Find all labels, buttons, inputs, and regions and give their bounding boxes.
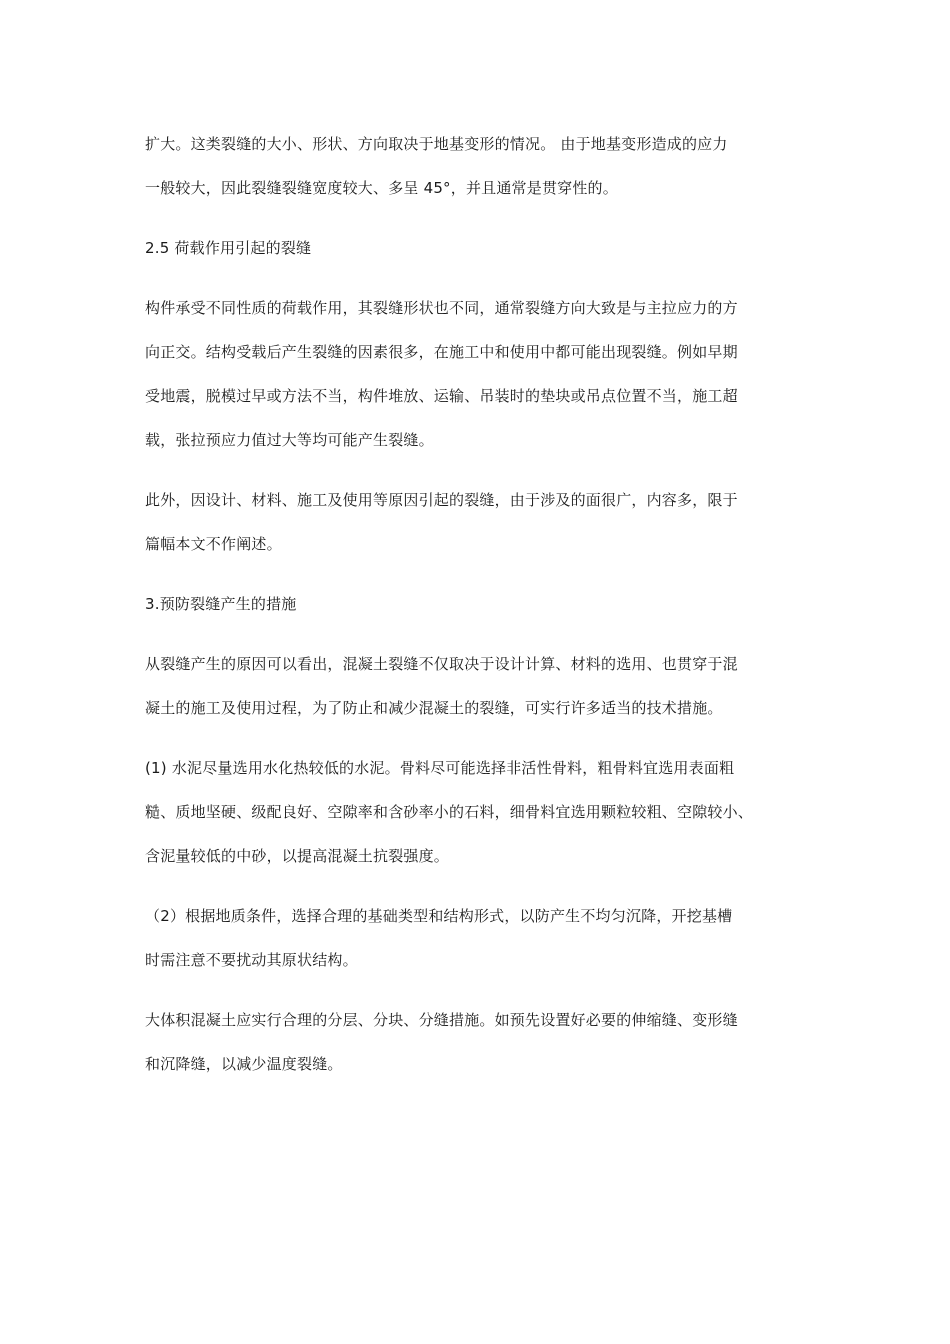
text-line: 从裂缝产生的原因可以看出，混凝土裂缝不仅取决于设计计算、材料的选用、也贯穿于混 — [145, 655, 738, 673]
text-line: 糙、质地坚硬、级配良好、空隙率和含砂率小的石料，细骨料宜选用颗粒较粗、空隙较小、 — [145, 803, 754, 821]
text-line: 载，张拉预应力值过大等均可能产生裂缝。 — [145, 431, 434, 449]
text-line: 时需注意不要扰动其原状结构。 — [145, 951, 358, 969]
paragraph-other-causes — [145, 478, 810, 566]
heading-text: 3.预防裂缝产生的措施 — [145, 595, 297, 613]
text-line: 此外，因设计、材料、施工及使用等原因引起的裂缝，由于涉及的面很广，内容多，限于 — [145, 491, 738, 509]
paragraph-mass-concrete — [145, 998, 810, 1086]
text-line: 含泥量较低的中砂，以提高混凝土抗裂强度。 — [145, 847, 450, 865]
paragraph-measure-1 — [145, 746, 810, 878]
text-line: (1) 水泥尽量选用水化热较低的水泥。骨料尽可能选择非活性骨料，粗骨料宜选用表面粗 — [145, 759, 735, 777]
text-line: 篇幅本文不作阐述。 — [145, 535, 282, 553]
section-heading-3 — [145, 582, 810, 626]
text-line: 凝土的施工及使用过程，为了防止和减少混凝土的裂缝，可实行许多适当的技术措施。 — [145, 699, 723, 717]
text-line: 一般较大，因此裂缝裂缝宽度较大、多呈 45°，并且通常是贯穿性的。 — [145, 179, 618, 197]
text-line: 扩大。这类裂缝的大小、形状、方向取决于地基变形的情况。 由于地基变形造成的应力 — [145, 135, 728, 153]
paragraph-measures-intro — [145, 642, 810, 730]
heading-text: 2.5 荷载作用引起的裂缝 — [145, 239, 312, 257]
text-line: 受地震，脱模过早或方法不当，构件堆放、运输、吊装时的垫块或吊点位置不当，施工超 — [145, 387, 738, 405]
text-line: 大体积混凝土应实行合理的分层、分块、分缝措施。如预先设置好必要的伸缩缝、变形缝 — [145, 1011, 738, 1029]
text-line: 构件承受不同性质的荷载作用，其裂缝形状也不同，通常裂缝方向大致是与主拉应力的方 — [145, 299, 738, 317]
section-heading-2-5 — [145, 226, 810, 270]
text-line: （2）根据地质条件，选择合理的基础类型和结构形式，以防产生不均匀沉降，开挖基槽 — [145, 907, 733, 925]
text-line: 和沉降缝，以减少温度裂缝。 — [145, 1055, 343, 1073]
paragraph-load-cracks — [145, 286, 810, 462]
paragraph-foundation-deformation — [145, 122, 810, 210]
document-page — [145, 122, 810, 1102]
text-line: 向正交。结构受载后产生裂缝的因素很多，在施工中和使用中都可能出现裂缝。例如早期 — [145, 343, 738, 361]
paragraph-measure-2 — [145, 894, 810, 982]
